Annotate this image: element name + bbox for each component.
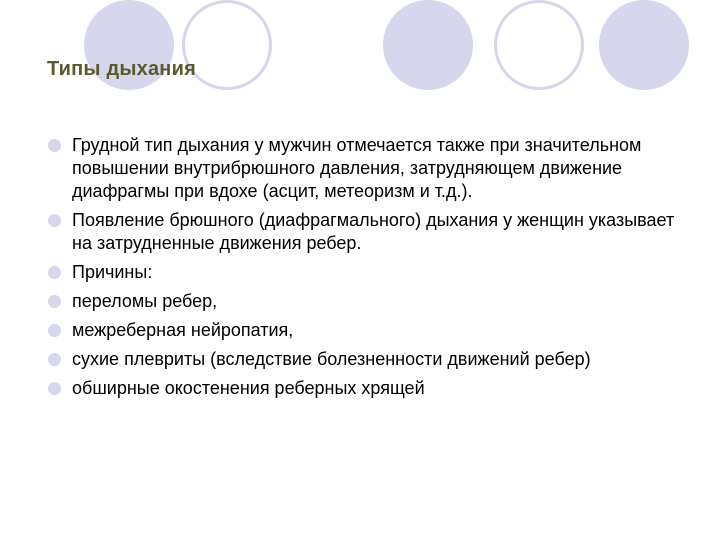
bullet-dot-icon [48,214,61,227]
decorative-ring-circle-2 [494,0,584,90]
bullet-text: Причины: [72,262,153,282]
bullet-dot-icon [48,266,61,279]
bullet-item [48,319,698,342]
bullet-dot-icon [48,324,61,337]
decorative-circle-3 [599,0,689,90]
bullet-dot-icon [48,139,61,152]
bullet-text: Появление брюшного (диафрагмального) дыхания у женщин указывает на затрудненные движения ребер. [72,210,675,253]
bullet-list [48,134,698,406]
bullet-item [48,348,698,371]
bullet-item [48,209,698,255]
bullet-item [48,134,698,203]
bullet-text: Грудной тип дыхания у мужчин отмечается также при значительном повышении внутрибрюшного давления, затрудняющем движение диафрагмы при вдохе (асцит, метеоризм и т.д.). [72,135,642,201]
bullet-item [48,377,698,400]
bullet-item [48,261,698,284]
bullet-text: обширные окостенения реберных хрящей [72,378,425,398]
bullet-text: переломы ребер, [72,291,218,311]
bullet-dot-icon [48,382,61,395]
bullet-item [48,290,698,313]
bullet-dot-icon [48,353,61,366]
bullet-text: межреберная нейропатия, [72,320,294,340]
bullet-text: сухие плевриты (вследствие болезненности движений ребер) [72,349,591,369]
bullet-dot-icon [48,295,61,308]
decorative-circle-2 [383,0,473,90]
slide-title: Типы дыхания [47,58,196,80]
